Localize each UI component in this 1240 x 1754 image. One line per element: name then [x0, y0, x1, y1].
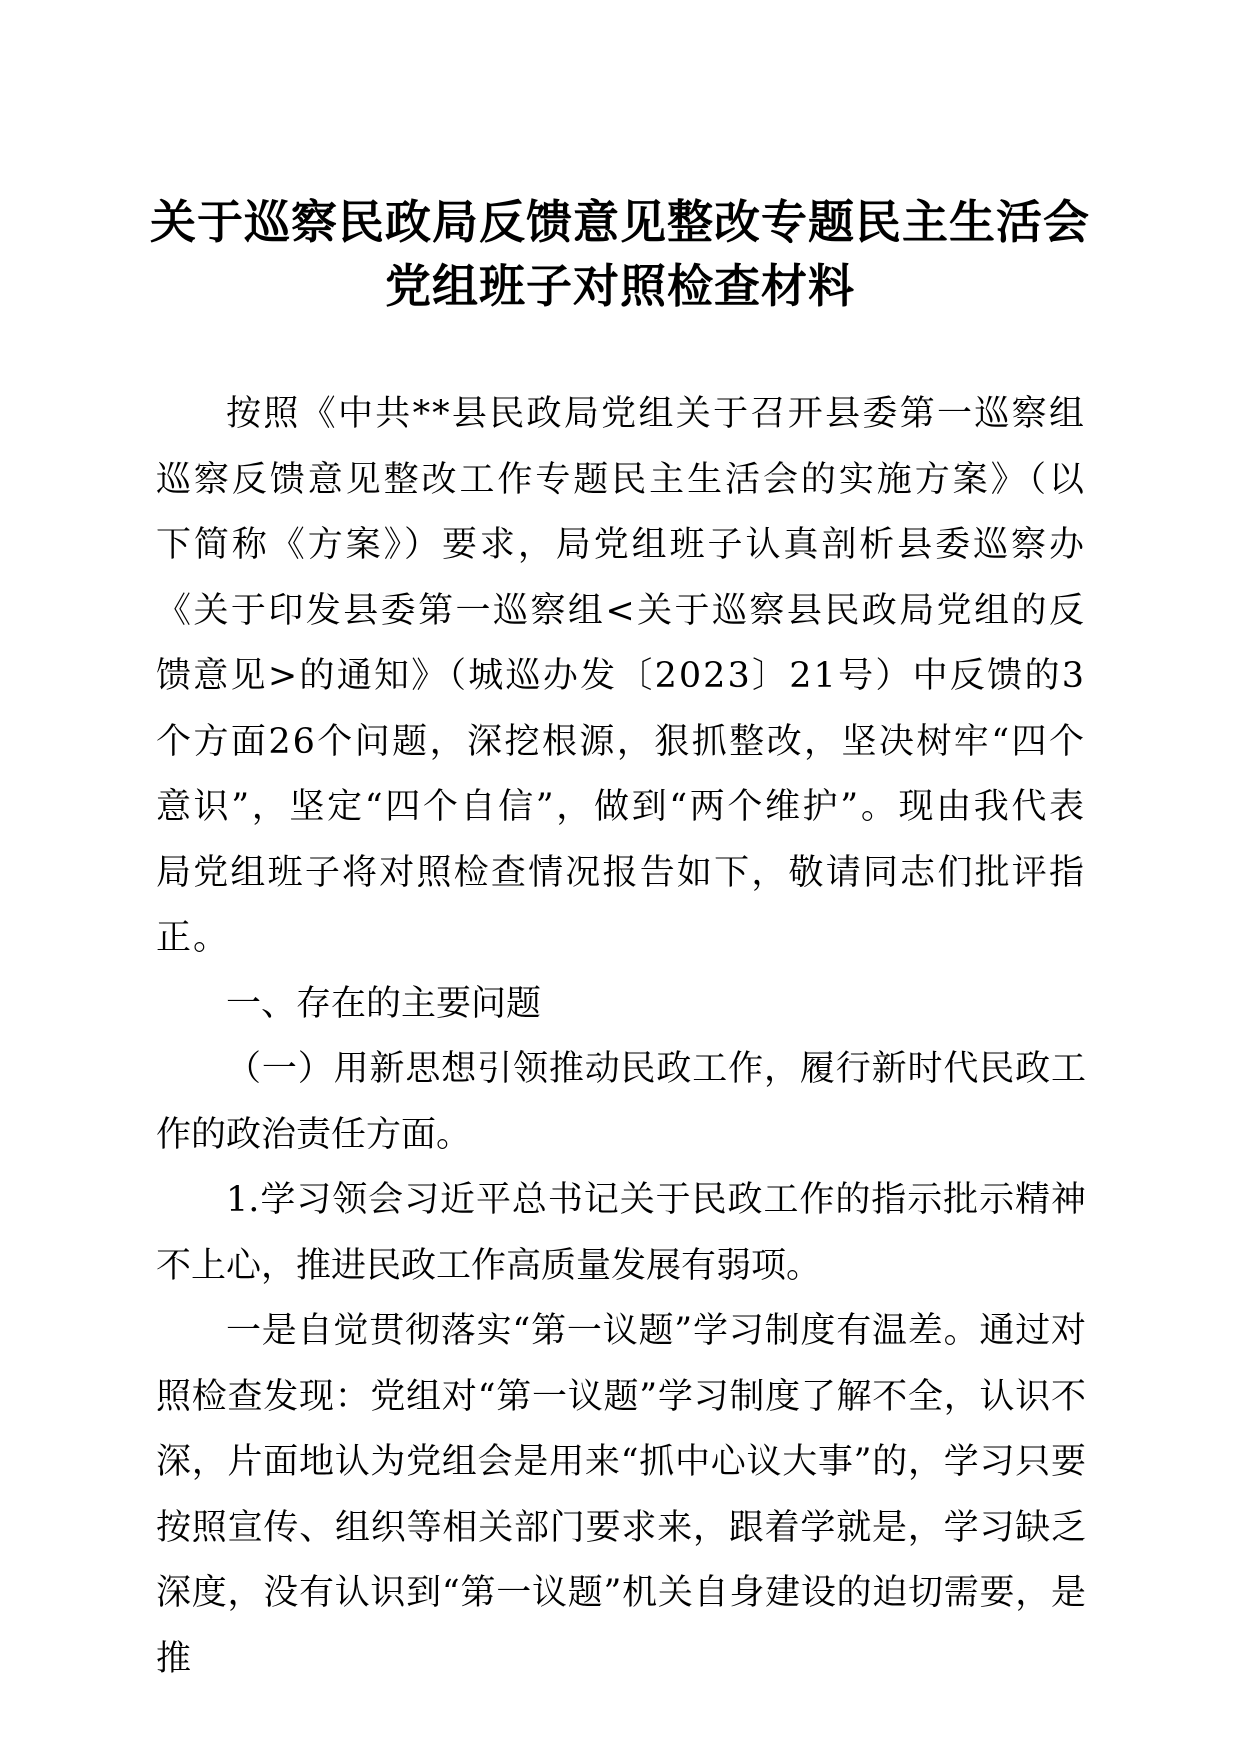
document-title-line-2: 党组班子对照检查材料 — [385, 259, 855, 313]
point-heading-1: 1.学习领会习近平总书记关于民政工作的指示批示精神不上心，推进民政工作高质量发展有弱项。 — [156, 1180, 1086, 1286]
document-title-line-1: 关于巡察民政局反馈意见整改专题民主生活会 — [150, 195, 1090, 249]
intro-paragraph: 按照《中共**县民政局党组关于召开县委第一巡察组巡察反馈意见整改工作专题民主生活会的实施方案》（以下简称《方案》）要求，局党组班子认真剖析县委巡察办《关于印发县委第一巡察组<关于巡察县民政局党组的反馈意见>的通知》（城巡办发〔2023〕21号）中反馈的3个方面26个问题，深挖根源，狠抓整改，坚决树牢“四个意识”，坚定“四个自信”，做到“两个维护”。现由我代表局党组班子将对照检查情况报告如下，敬请同志们批评指正。 — [156, 394, 1086, 958]
body-paragraph-1: 一是自觉贯彻落实“第一议题”学习制度有温差。通过对照检查发现：党组对“第一议题”学习制度了解不全，认识不深，片面地认为党组会是用来“抓中心议大事”的，学习只要按照宣传、组织等相关部门要求来，跟着学就是，学习缺乏深度，没有认识到“第一议题”机关自身建设的迫切需要，是推 — [156, 1311, 1086, 1679]
document-body — [156, 382, 1086, 1692]
section-heading-1: 一、存在的主要问题 — [226, 983, 542, 1024]
subsection-heading-1: （一）用新思想引领推动民政工作，履行新时代民政工作的政治责任方面。 — [156, 1049, 1086, 1155]
